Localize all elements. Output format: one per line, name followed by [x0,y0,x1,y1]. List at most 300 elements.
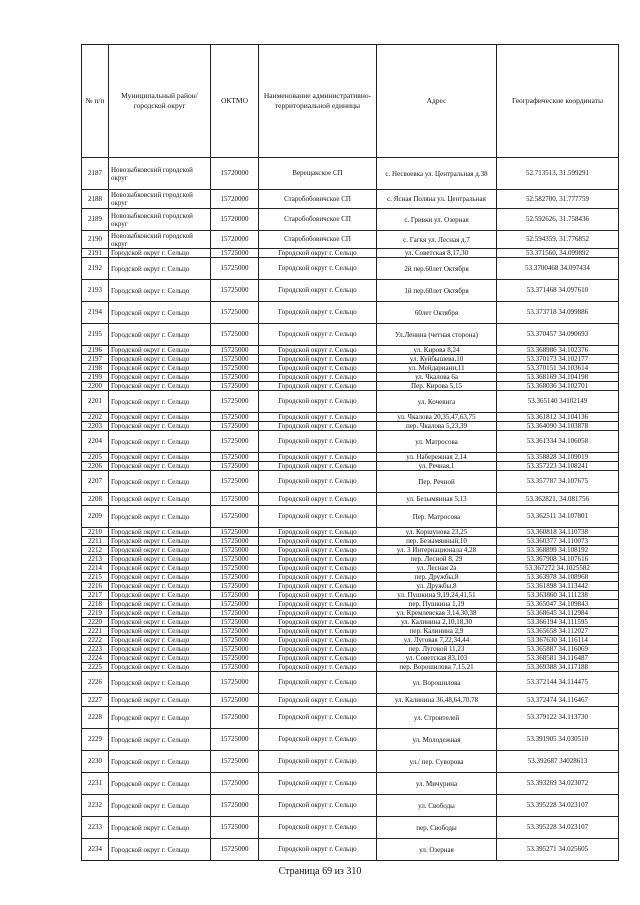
cell-number: 2228 [82,707,109,729]
cell-address: ул. Кирова 8,24 [377,346,497,355]
cell-address: с. Гривки ул. Озерная [377,209,497,231]
table-row [82,453,619,462]
cell-address: ул. Кремлевская 3,14,30,38 [377,609,497,618]
cell-oktmo: 15725000 [211,280,259,302]
cell-address: Пер. Речной [377,471,497,493]
cell-number: 2211 [82,537,109,546]
cell-coordinates: 53.391905 34.030510 [497,729,619,751]
cell-coordinates: 53.370457 34.090693 [497,324,619,346]
cell-coordinates: 52.713513, 31.599291 [497,158,619,190]
cell-unit: Городской округ г. Сельцо [259,453,377,462]
cell-oktmo: 15725000 [211,528,259,537]
cell-address: Ул.Ленина (четная сторона) [377,324,497,346]
cell-district: Городской округ г. Сельцо [109,546,211,555]
cell-district: Новозыбковский городской округ [109,158,211,190]
cell-number: 2216 [82,582,109,591]
cell-coordinates: 53.395228 34.023107 [497,795,619,817]
cell-unit: Старобобовичское СП [259,190,377,209]
table-row [82,493,619,506]
table-row [82,190,619,209]
cell-oktmo: 15725000 [211,249,259,258]
cell-address: ул./ пер. Суворова [377,751,497,773]
cell-coordinates: 53.360818 34.110738 [497,528,619,537]
cell-address: ул. Калинина 36,48,64,70,78 [377,694,497,707]
cell-oktmo: 15720000 [211,209,259,231]
cell-address: ул. Строителей [377,707,497,729]
cell-coordinates: 53.368036 34.102701 [497,382,619,391]
cell-district: Городской округ г. Сельцо [109,471,211,493]
cell-oktmo: 15725000 [211,537,259,546]
cell-unit: Городской округ г. Сельцо [259,258,377,280]
cell-unit: Городской округ г. Сельцо [259,493,377,506]
cell-number: 2218 [82,600,109,609]
cell-oktmo: 15720000 [211,231,259,249]
cell-number: 2234 [82,839,109,861]
cell-number: 2226 [82,672,109,694]
table-row [82,729,619,751]
cell-unit: Верещакское СП [259,158,377,190]
cell-coordinates: 53.372474 34.116467 [497,694,619,707]
cell-oktmo: 15725000 [211,627,259,636]
cell-number: 2221 [82,627,109,636]
cell-district: Городской округ г. Сельцо [109,839,211,861]
cell-coordinates: 52.582700, 31.777759 [497,190,619,209]
col-header-address: Адрес [377,45,497,158]
cell-coordinates: 53.368986 34.102376 [497,346,619,355]
cell-unit: Городской округ г. Сельцо [259,302,377,324]
cell-unit: Городской округ г. Сельцо [259,618,377,627]
cell-address: ул. Кочевига [377,391,497,413]
table-row [82,636,619,645]
table-row [82,582,619,591]
cell-district: Городской округ г. Сельцо [109,663,211,672]
table-row [82,324,619,346]
cell-oktmo: 15725000 [211,773,259,795]
cell-oktmo: 15725000 [211,707,259,729]
cell-oktmo: 15725000 [211,645,259,654]
cell-oktmo: 15725000 [211,555,259,564]
cell-address: 60лет Октября [377,302,497,324]
cell-oktmo: 15725000 [211,582,259,591]
cell-oktmo: 15725000 [211,471,259,493]
cell-coordinates: 53.367630 34.116114 [497,636,619,645]
cell-district: Городской округ г. Сельцо [109,302,211,324]
cell-unit: Городской округ г. Сельцо [259,324,377,346]
cell-district: Городской округ г. Сельцо [109,795,211,817]
cell-number: 2209 [82,506,109,528]
cell-number: 2191 [82,249,109,258]
cell-oktmo: 15725000 [211,258,259,280]
cell-number: 2201 [82,391,109,413]
cell-number: 2197 [82,355,109,364]
cell-address: ул. Набережная 2,14 [377,453,497,462]
cell-district: Городской округ г. Сельцо [109,773,211,795]
table-row [82,627,619,636]
table-row [82,573,619,582]
cell-address: пер. Луговой 11,23 [377,645,497,654]
table-row [82,249,619,258]
cell-district: Городской округ г. Сельцо [109,627,211,636]
cell-district: Городской округ г. Сельцо [109,346,211,355]
cell-oktmo: 15725000 [211,493,259,506]
cell-address: ул. Чкалова 6а [377,373,497,382]
cell-oktmo: 15725000 [211,302,259,324]
cell-district: Городской округ г. Сельцо [109,249,211,258]
cell-coordinates: 53.393269 34.023072 [497,773,619,795]
table-row [82,422,619,431]
cell-district: Городской округ г. Сельцо [109,364,211,373]
cell-address: ул. Лесная 2а [377,564,497,573]
table-row [82,431,619,453]
cell-oktmo: 15725000 [211,546,259,555]
cell-district: Новозыбковский городской округ [109,231,211,249]
cell-oktmo: 15725000 [211,355,259,364]
cell-address: пер. Калинина 2,9 [377,627,497,636]
cell-district: Городской округ г. Сельцо [109,573,211,582]
cell-number: 2220 [82,618,109,627]
cell-unit: Городской округ г. Сельцо [259,462,377,471]
cell-coordinates: 53.357223 34.108241 [497,462,619,471]
cell-number: 2187 [82,158,109,190]
col-header-district: Муниципальный район/городской округ [109,45,211,158]
cell-unit: Городской округ г. Сельцо [259,663,377,672]
cell-coordinates: 53.395228 34.023107 [497,817,619,839]
cell-unit: Городской округ г. Сельцо [259,573,377,582]
cell-district: Городской округ г. Сельцо [109,280,211,302]
cell-address: пер. Безымянный,10 [377,537,497,546]
cell-coordinates: 53.363978 34.108968 [497,573,619,582]
cell-oktmo: 15725000 [211,672,259,694]
table-row [82,280,619,302]
cell-coordinates: 53.370173 34.102177 [497,355,619,364]
cell-coordinates: 53.362821, 34.081756 [497,493,619,506]
cell-coordinates: 53.367272 34.1025582 [497,564,619,573]
cell-district: Городской округ г. Сельцо [109,591,211,600]
cell-district: Городской округ г. Сельцо [109,645,211,654]
cell-district: Городской округ г. Сельцо [109,528,211,537]
cell-unit: Городской округ г. Сельцо [259,564,377,573]
cell-oktmo: 15725000 [211,600,259,609]
cell-coordinates: 53.395271 34.025605 [497,839,619,861]
cell-number: 2189 [82,209,109,231]
cell-coordinates: 53.368899 34.108192 [497,546,619,555]
cell-oktmo: 15720000 [211,190,259,209]
cell-number: 2202 [82,413,109,422]
cell-oktmo: 15725000 [211,609,259,618]
cell-coordinates: 53.365140 34102149 [497,391,619,413]
table-row [82,391,619,413]
cell-district: Городской округ г. Сельцо [109,609,211,618]
table-row [82,537,619,546]
cell-district: Городской округ г. Сельцо [109,582,211,591]
cell-unit: Городской округ г. Сельцо [259,249,377,258]
cell-oktmo: 15725000 [211,591,259,600]
cell-number: 2214 [82,564,109,573]
cell-oktmo: 15725000 [211,839,259,861]
cell-coordinates: 53.361812 34.104136 [497,413,619,422]
cell-oktmo: 15725000 [211,729,259,751]
cell-district: Городской округ г. Сельцо [109,618,211,627]
cell-coordinates: 53.366194 34.111595 [497,618,619,627]
cell-address: ул. Мейдариани,11 [377,364,497,373]
cell-number: 2217 [82,591,109,600]
cell-address: ул. Дружбы,8 [377,582,497,591]
cell-oktmo: 15725000 [211,382,259,391]
table-row [82,694,619,707]
table-row [82,645,619,654]
table-row [82,413,619,422]
cell-address: пер. Дружбы,8 [377,573,497,582]
cell-address: ул. Советская 8,17,30 [377,249,497,258]
cell-unit: Городской округ г. Сельцо [259,422,377,431]
cell-number: 2195 [82,324,109,346]
cell-address: ул. Свободы [377,795,497,817]
table-row [82,382,619,391]
cell-district: Новозыбковский городской округ [109,190,211,209]
cell-number: 2233 [82,817,109,839]
table-row [82,663,619,672]
cell-number: 2196 [82,346,109,355]
cell-unit: Городской округ г. Сельцо [259,373,377,382]
cell-coordinates: 52.592626, 31.758436 [497,209,619,231]
cell-oktmo: 15725000 [211,453,259,462]
cell-number: 2194 [82,302,109,324]
cell-address: ул. Мичурина [377,773,497,795]
cell-district: Городской округ г. Сельцо [109,422,211,431]
table-row [82,462,619,471]
cell-oktmo: 15725000 [211,346,259,355]
cell-unit: Городской округ г. Сельцо [259,672,377,694]
cell-oktmo: 15725000 [211,324,259,346]
cell-address: пер. Пушкина 1,19 [377,600,497,609]
cell-unit: Городской округ г. Сельцо [259,537,377,546]
cell-coordinates: 53.361898 34.113442 [497,582,619,591]
cell-coordinates: 53.365887 34.116069 [497,645,619,654]
cell-unit: Городской округ г. Сельцо [259,729,377,751]
table-row [82,555,619,564]
cell-district: Городской округ г. Сельцо [109,391,211,413]
cell-number: 2190 [82,231,109,249]
cell-coordinates: 53.357787 34.107675 [497,471,619,493]
table-row [82,564,619,573]
table-row [82,795,619,817]
cell-oktmo: 15725000 [211,573,259,582]
cell-district: Городской округ г. Сельцо [109,600,211,609]
cell-oktmo: 15725000 [211,431,259,453]
cell-district: Городской округ г. Сельцо [109,258,211,280]
cell-coordinates: 53.365658 34.112027 [497,627,619,636]
cell-district: Городской округ г. Сельцо [109,453,211,462]
cell-district: Городской округ г. Сельцо [109,431,211,453]
cell-coordinates: 53.361334 34.106058 [497,431,619,453]
table-row [82,528,619,537]
cell-oktmo: 15725000 [211,413,259,422]
registry-table [81,44,619,861]
cell-number: 2188 [82,190,109,209]
cell-coordinates: 53.368645 34.112984 [497,609,619,618]
cell-district: Городской округ г. Сельцо [109,694,211,707]
cell-district: Городской округ г. Сельцо [109,636,211,645]
cell-coordinates: 53.363860 34.111238 [497,591,619,600]
cell-oktmo: 15725000 [211,618,259,627]
cell-number: 2200 [82,382,109,391]
cell-number: 2227 [82,694,109,707]
cell-unit: Городской округ г. Сельцо [259,817,377,839]
cell-unit: Городской округ г. Сельцо [259,839,377,861]
table-row [82,817,619,839]
cell-district: Городской округ г. Сельцо [109,413,211,422]
cell-district: Городской округ г. Сельцо [109,355,211,364]
cell-address: ул. Безымянная 5,13 [377,493,497,506]
table-row [82,773,619,795]
cell-unit: Городской округ г. Сельцо [259,654,377,663]
table-row [82,546,619,555]
cell-address: ул. Матросова [377,431,497,453]
table-row [82,839,619,861]
cell-coordinates: 53.3700468 34.097434 [497,258,619,280]
cell-address: ул. Калинина 2,10,18,30 [377,618,497,627]
cell-district: Городской округ г. Сельцо [109,707,211,729]
cell-coordinates: 53.367908 34.107616 [497,555,619,564]
cell-district: Городской округ г. Сельцо [109,672,211,694]
table-row [82,373,619,382]
cell-number: 2199 [82,373,109,382]
table-row [82,591,619,600]
table-row [82,609,619,618]
cell-oktmo: 15725000 [211,636,259,645]
cell-coordinates: 53.365047 34.109843 [497,600,619,609]
cell-address: пер. Чкалова 5,23,39 [377,422,497,431]
cell-number: 2192 [82,258,109,280]
cell-address: ул. Коршунова 23,25 [377,528,497,537]
cell-oktmo: 15725000 [211,751,259,773]
cell-unit: Городской округ г. Сельцо [259,627,377,636]
cell-unit: Старобобовичское СП [259,231,377,249]
cell-unit: Городской округ г. Сельцо [259,591,377,600]
table-row [82,258,619,280]
cell-oktmo: 15725000 [211,564,259,573]
cell-district: Городской округ г. Сельцо [109,654,211,663]
cell-unit: Городской округ г. Сельцо [259,280,377,302]
cell-coordinates: 53.368581 34.116487 [497,654,619,663]
cell-unit: Городской округ г. Сельцо [259,431,377,453]
table-row [82,506,619,528]
cell-district: Городской округ г. Сельцо [109,537,211,546]
cell-number: 2206 [82,462,109,471]
cell-district: Городской округ г. Сельцо [109,462,211,471]
table-row [82,751,619,773]
cell-district: Городской округ г. Сельцо [109,555,211,564]
cell-address: пер. Лесной 8, 29 [377,555,497,564]
cell-unit: Городской округ г. Сельцо [259,773,377,795]
cell-address: Пер. Матросова [377,506,497,528]
table-header [82,45,619,158]
cell-number: 2223 [82,645,109,654]
col-header-oktmo: ОКТМО [211,45,259,158]
cell-oktmo: 15725000 [211,422,259,431]
cell-unit: Городской округ г. Сельцо [259,391,377,413]
cell-address: ул. Советская 83,103 [377,654,497,663]
table-row [82,346,619,355]
cell-unit: Городской округ г. Сельцо [259,382,377,391]
table-row [82,302,619,324]
table-row [82,209,619,231]
cell-coordinates: 53.373718 34.099886 [497,302,619,324]
table-row [82,471,619,493]
cell-oktmo: 15720000 [211,158,259,190]
cell-district: Городской округ г. Сельцо [109,324,211,346]
cell-oktmo: 15725000 [211,391,259,413]
cell-unit: Городской округ г. Сельцо [259,555,377,564]
cell-unit: Городской округ г. Сельцо [259,355,377,364]
cell-unit: Городской округ г. Сельцо [259,645,377,654]
cell-district: Городской округ г. Сельцо [109,373,211,382]
table-row [82,618,619,627]
cell-unit: Городской округ г. Сельцо [259,636,377,645]
table-body [82,158,619,861]
cell-number: 2231 [82,773,109,795]
table-row [82,364,619,373]
cell-district: Городской округ г. Сельцо [109,817,211,839]
cell-coordinates: 53.368169 34.104198 [497,373,619,382]
cell-address: ул. Молодежная [377,729,497,751]
cell-oktmo: 15725000 [211,795,259,817]
cell-unit: Городской округ г. Сельцо [259,364,377,373]
table-row [82,355,619,364]
cell-address: Пер. Кирова 5,15 [377,382,497,391]
cell-number: 2210 [82,528,109,537]
cell-address: ул. Пушкина 9,19,24,41,51 [377,591,497,600]
cell-coordinates: 53.358828 34.109019 [497,453,619,462]
col-header-coordinates: Географические координаты [497,45,619,158]
cell-unit: Городской округ г. Сельцо [259,582,377,591]
table-row [82,158,619,190]
cell-number: 2219 [82,609,109,618]
cell-coordinates: 53.362511 34.107801 [497,506,619,528]
cell-number: 2198 [82,364,109,373]
table-row [82,231,619,249]
table-row [82,672,619,694]
cell-coordinates: 53.371468 34.097610 [497,280,619,302]
cell-oktmo: 15725000 [211,663,259,672]
cell-address: 2й пер.60лет Октября [377,258,497,280]
cell-oktmo: 15725000 [211,462,259,471]
cell-number: 2204 [82,431,109,453]
cell-number: 2230 [82,751,109,773]
cell-district: Городской округ г. Сельцо [109,382,211,391]
cell-unit: Городской округ г. Сельцо [259,600,377,609]
cell-number: 2203 [82,422,109,431]
cell-oktmo: 15725000 [211,506,259,528]
cell-address: ул. 3 Интернационала 4,28 [377,546,497,555]
cell-unit: Городской округ г. Сельцо [259,506,377,528]
cell-unit: Городской округ г. Сельцо [259,751,377,773]
cell-unit: Городской округ г. Сельцо [259,471,377,493]
cell-address: с. Несвоевка ул. Центральная д.38 [377,158,497,190]
col-header-number: № п/п [82,45,109,158]
cell-number: 2215 [82,573,109,582]
cell-oktmo: 15725000 [211,694,259,707]
cell-coordinates: 53.369388 34.117188 [497,663,619,672]
cell-unit: Городской округ г. Сельцо [259,528,377,537]
cell-number: 2207 [82,471,109,493]
cell-address: пер. Ворошилова 7,15,21 [377,663,497,672]
cell-unit: Городской округ г. Сельцо [259,707,377,729]
cell-number: 2224 [82,654,109,663]
cell-district: Новозыбковский городской округ [109,209,211,231]
cell-address: ул. Речная,1 [377,462,497,471]
cell-district: Городской округ г. Сельцо [109,751,211,773]
